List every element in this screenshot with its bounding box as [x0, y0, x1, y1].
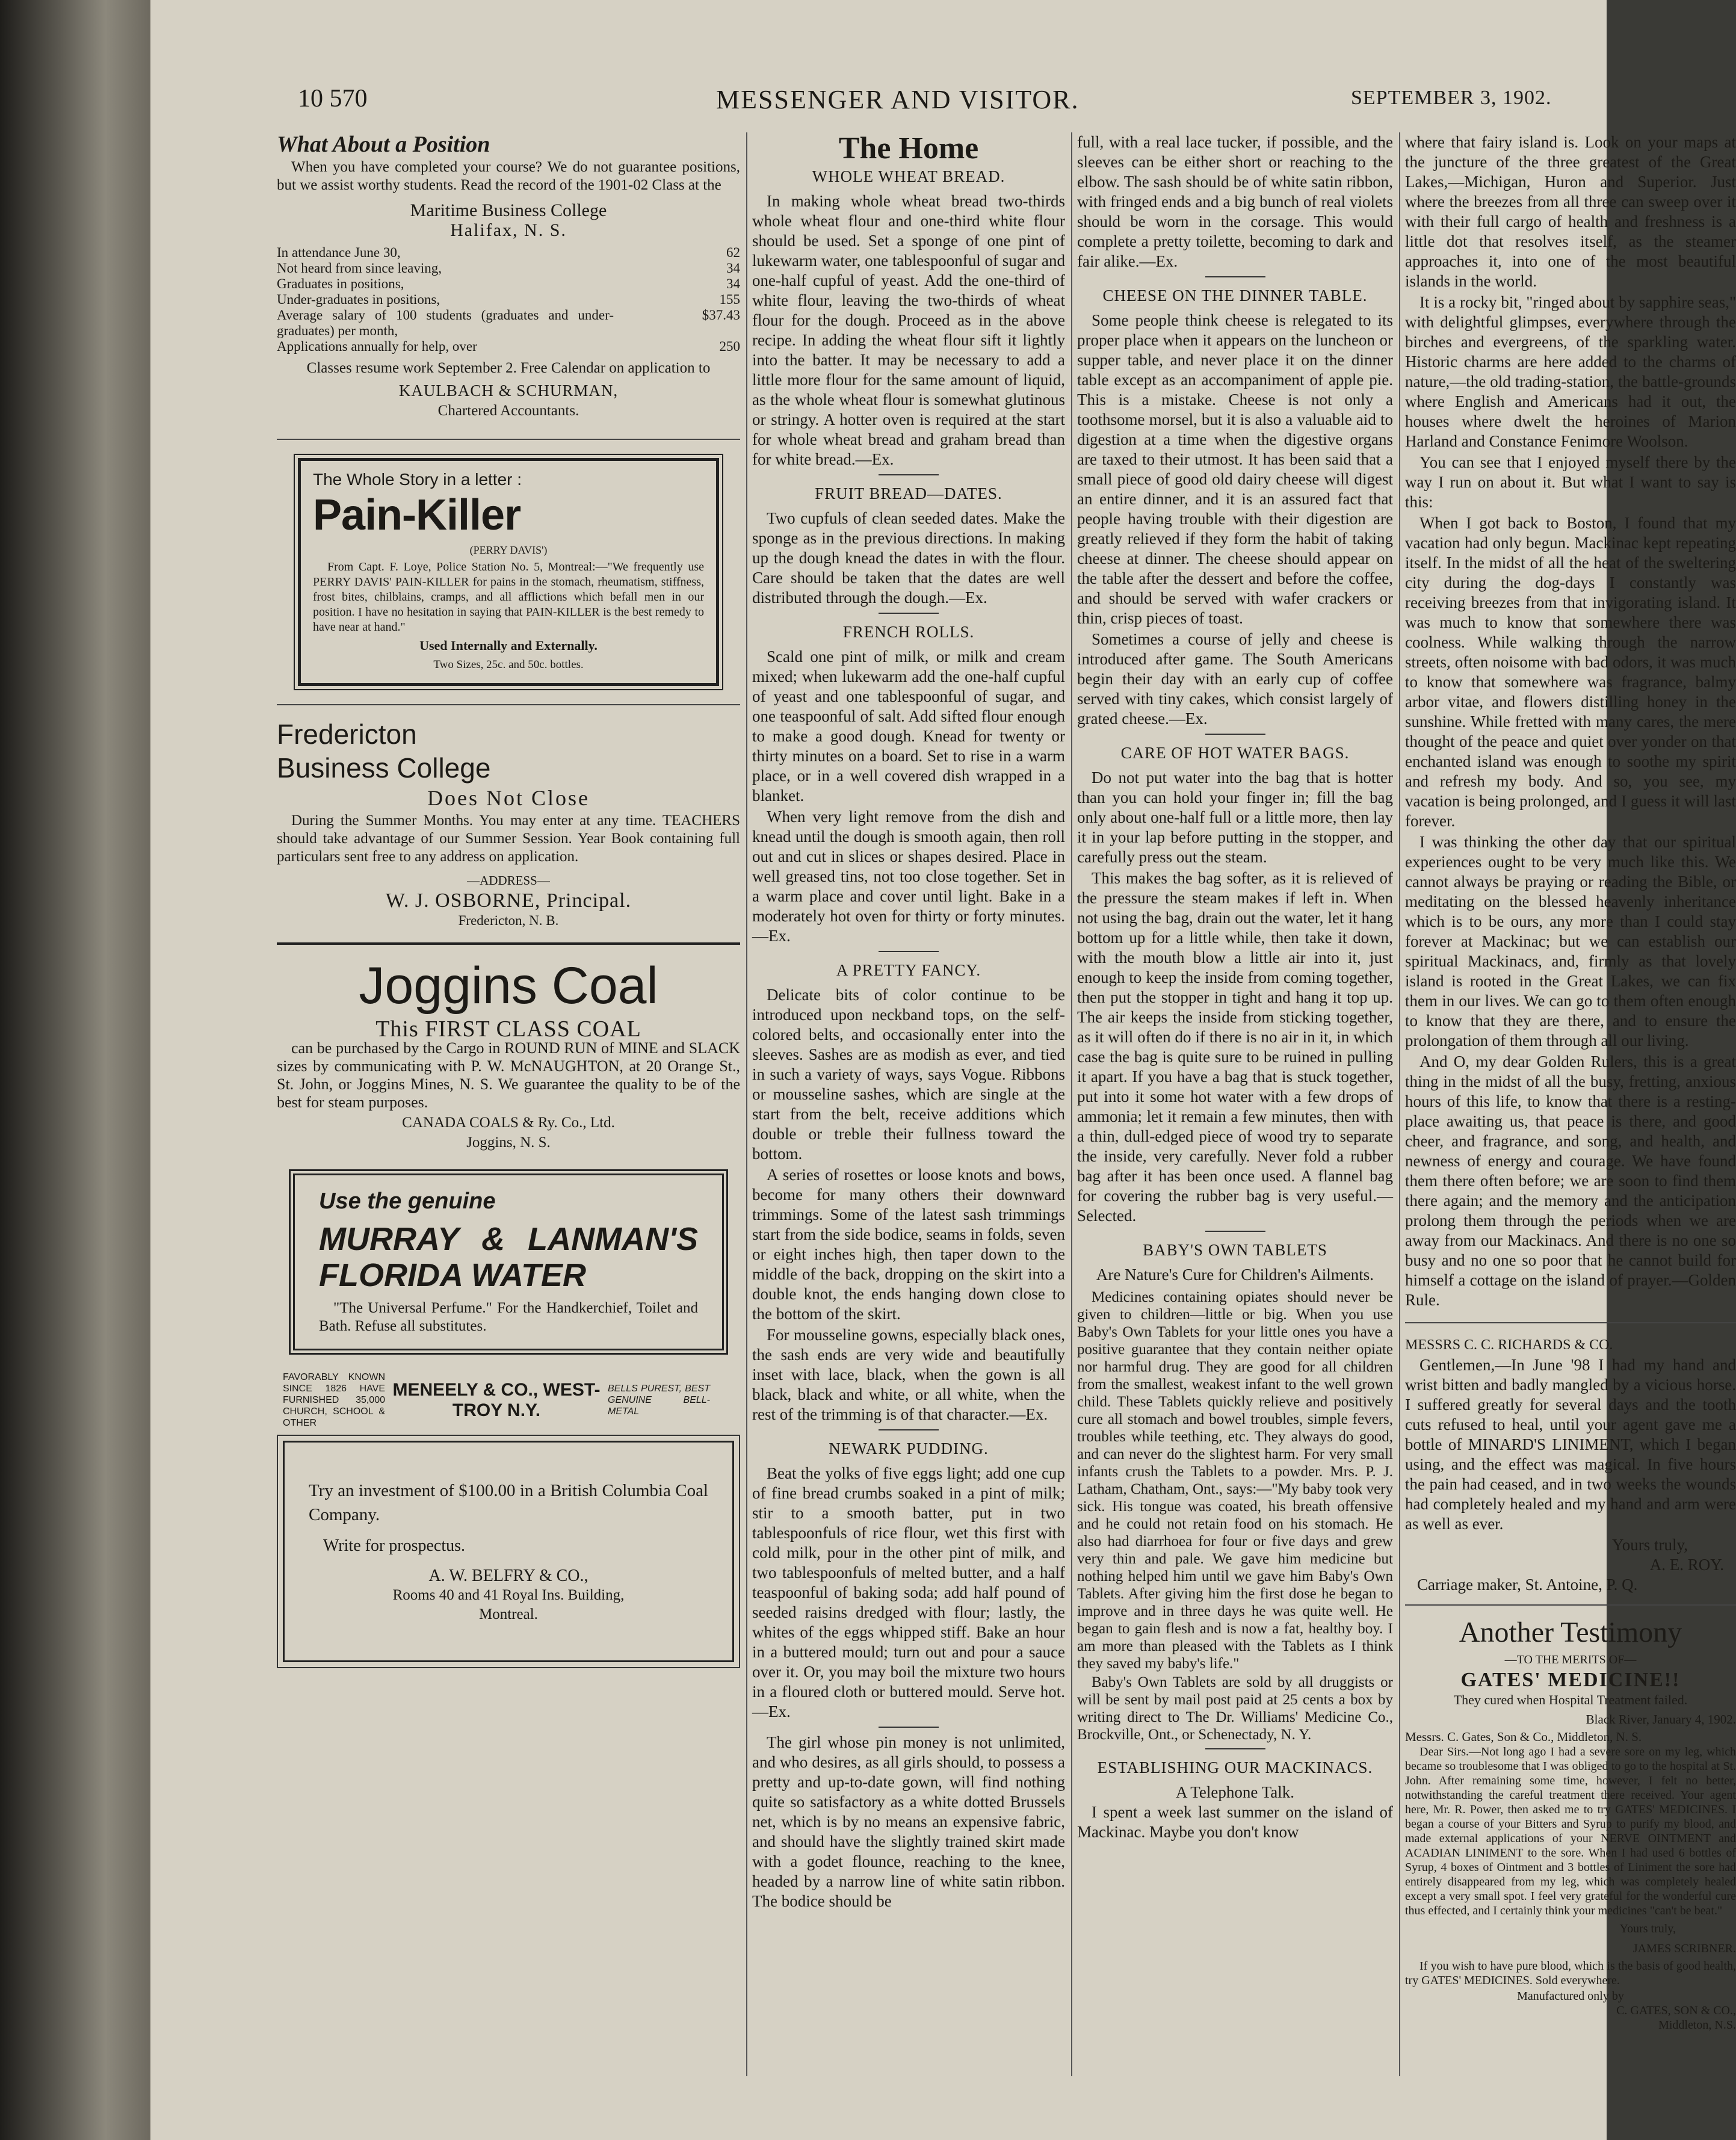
divider: [1405, 1322, 1736, 1323]
gates-pitch: If you wish to have pure blood, which is the basis of good health, try GATES' MEDICINES. Sold everywhere.: [1405, 1959, 1736, 1987]
murray-name: MURRAY & LANMAN'S FLORIDA WATER: [319, 1221, 698, 1293]
fred-title-line2: Business College: [277, 752, 491, 784]
article-heading: NEWARK PUDDING.: [829, 1440, 989, 1458]
article-heading: FRUIT BREAD—DATES.: [815, 484, 1002, 503]
ad-body: Medicines containing opiates should never be given to children—little or big. When you use Baby's Own Tablets for your little ones you have a positive guarantee that they contain neither opiate nor harmful drug. They are good for all children from the smallest, weakest infant to the well grown child. These Tablets quickly relieve and positively cure all stomach and bowel troubles, simple fevers, troubles while teething, etc. They always do good, and can never do the slightest harm. For very small infants crush the Tablets to a powder. Mrs. P. J. Latham, Chatham, Ont., says:—"My baby took very sick. His tongue was coated, his breath offensive and he could not retain food on his stomach. He also had diarrhoea for four or five days and grew very thin and pale. We gave him medicine but nothing helped him until we gave him Baby's Own Tablets. After giving him the first dose he began to improve and in three days he was quite well. He began to gain flesh and is now a fat, healthy boy. I am more than pleased with the Tablets as I think they saved my baby's life.": [1077, 1289, 1393, 1672]
stat-row: Average salary of 100 students (graduates and under-graduates) per month, $37.43: [277, 308, 740, 338]
gates-to-merits: —TO THE MERITS OF—: [1504, 1653, 1637, 1666]
separator: [879, 1727, 939, 1728]
article-body: I was thinking the other day that our spiritual experiences ought to be very much like this. We cannot always be praying or reading the Bible, or meditating on the blessed heavenly inheritance which is to be ours, any more than I could stay forever at Mackinac; but we can establish our spiritual Mackinacs, and, firmly as that lovely island is rooted in the Great Lakes, we can fix them in our lives. We can go to them often enough to know that they are there, and to ensure the prolongation of them through all our living.: [1405, 833, 1736, 1050]
column-rule: [746, 132, 747, 2076]
article-body: Some people think cheese is relegated to its proper place when it appears on the luncheon or supper table, and never place it on the dinner table except as an accompaniment of apple pie. This is a mistake. Cheese is not only a toothsome morsel, but it is also a valuable aid to digestion at a time when the digestive organs are taxed to their utmost. It has been said that a small piece of good old dairy cheese will digest an entire dinner, and it is an assured fact that people having trouble with their digestion are greatly relieved if they form the habit of taking cheese at dinner. The cheese should appear on the table after the dessert and before the coffee, and should be served with wafer crackers or thin, crisp pieces of toast.: [1077, 311, 1393, 627]
article-body: Do not put water into the bag that is hotter than you can hold your finger in; fill the bag only about one-half full or a little more, then lay it in your lap before putting in the stopper, and carefully press out the steam.: [1077, 768, 1393, 866]
minards-body: Gentlemen,—In June '98 I had my hand and wrist bitten and badly mangled by a vicious horse. I suffered greatly for several days and the tooth cuts refused to heal, until your agent gave me a bottle of MINARD'S LINIMENT, which I began using, and the effect was magical. In five hours the pain had ceased, and in two weeks the wounds had completely healed and my hand and arm were as well as ever.: [1405, 1356, 1736, 1533]
fred-title-line1: Fredericton: [277, 719, 417, 750]
resume-text: Classes resume work September 2. Free Calendar on application to: [306, 360, 711, 376]
stat-row: Applications annually for help, over 250: [277, 339, 740, 354]
divider: [277, 704, 740, 705]
gates-manufactured: Manufactured only by: [1517, 1990, 1624, 2003]
article-body: When I got back to Boston, I found that my vacation had only begun. Mackinac kept repeating itself. In the midst of all the heat of the sweltering city during the dog-days I constantly was receiving breezes from that invigorating island. It was much to know that somewhere there was coolness. While walking through the narrow streets, often noisome with bad odors, it was much to know that somewhere was fragrance, balmy arbor vitae, and flowers distilling honey in the sunshine. While fretted with many cares, the mere thought of the peace and quiet over yonder on that enchanted island was enough to soothe my spirit and refresh my body. And so, you see, my vacation is being prolonged, and I guess it will last forever.: [1405, 514, 1736, 830]
murray-lanman-ad: [289, 1169, 728, 1355]
bells-maker: MENEELY & CO., WEST-TROY N.Y.: [392, 1379, 601, 1420]
joggins-coal-ad: [277, 957, 740, 1152]
gates-medicine-ad: [1405, 1615, 1736, 2032]
article-heading: ESTABLISHING OUR MACKINACS.: [1097, 1758, 1373, 1777]
firm-name: KAULBACH & SCHURMAN,: [398, 382, 619, 400]
joggins-city: Joggins, N. S.: [466, 1134, 551, 1151]
invest-body: Try an investment of $100.00 in a British Columbia Coal Company.: [309, 1481, 708, 1524]
ad-column: [277, 132, 740, 1674]
article-body: You can see that I enjoyed myself there by the way I run on about it. But what I want to say is this:: [1405, 453, 1736, 511]
book-binding: [0, 0, 150, 2140]
stats-list: [277, 245, 740, 354]
meneely-bells-ad: [283, 1372, 734, 1429]
college-city: Halifax, N. S.: [450, 220, 567, 240]
separator: [1205, 1231, 1265, 1232]
article-body: Scald one pint of milk, or milk and cream mixed; when lukewarm add the one-half cupful of yeast and one tablespoonful of sugar, and one teaspoonful of salt. Add sifted flour enough to make a good dough. Knead for twenty or thirty minutes on a board. Set to rise in a warm place, or in a well covered dish wrapped in a blanket.: [752, 648, 1065, 805]
home-column-1: [752, 132, 1065, 1913]
home-column-3: [1405, 132, 1736, 2032]
article-body: This makes the bag softer, as it is relieved of the pressure the steam makes if left in. When not using the bag, drain out the water, let it hang bottom up for a little while, then take it down, with the mouth blow a little air into it, just enough to keep the inside from coming together, then put the stopper in tight and hang it top up. The air keeps the inside from sticking together, as it will often do if there is no air in it, in which case the bag is quite sure to be ruined in pulling it apart. If you have a bag that is stuck together, put into it some hot water with a few drops of ammonia; let it remain a few minutes, then with a thin, dull-edged piece of wood try to separate the inside, very carefully. Never fold a rubber bag after it has been once used. A flannel bag for covering the rubber bag is very useful.—Selected.: [1077, 869, 1393, 1225]
article-body: It is a rocky bit, "ringed about by sapphire seas," with delightful glimpses, everywhere through the birches and evergreens, of the sparkling water. Historic charms are here added to the charms of nature,—the old trading-station, the battle-grounds where English and Americans had it out, the houses where dwelt the heroines of Marion Harland and Constance Fenimore Woolson.: [1405, 293, 1736, 450]
fred-address-label: —ADDRESS—: [467, 873, 550, 888]
article-body: I spent a week last summer on the island of Mackinac. Maybe you don't know: [1077, 1803, 1393, 1841]
article-body: Beat the yolks of five eggs light; add one cup of fine bread crumbs soaked in a pint of milk; stir to a smooth batter, put in two tablespoonfuls of rice flour, wet this first with cold milk, pour in the other pint of milk, and two tablespoonfuls of melted butter, and a half teaspoonful of baking soda; add half pound of seeded raisins dredged with flour; lastly, the whites of the eggs whipped stiff. Bake an hour in a buttered mould; turn out and pour a sauce over it. Or, you may boil the mixture two hours in a floured cloth or buttered mould. Serve hot.—Ex.: [752, 1464, 1065, 1721]
divider: [277, 942, 740, 945]
separator: [1205, 276, 1265, 277]
gates-testimonial: Dear Sirs.—Not long ago I had a severe sore on my leg, which became so troublesome that I was obliged to go to the hospital at St. John. After remaining some time, however, I felt no better, notwithstanding the careful treatment there received. Your agent here, Mr. R. Power, then asked me to try GATES' MEDICINES. I began a course of your Bitters and Syrup to purify my blood, and made external applications of your NERVE OINTMENT and ACADIAN LINIMENT to the sore. When I had used 6 bottles of Syrup, 4 boxes of Ointment and 3 bottles of Liniment the sore had entirely disappeared from my leg, which was completely healed except a very small spot. I feel very grateful for the wonderful cure thus effected, and I certainly think your medicines "can't be beat.": [1405, 1745, 1736, 1917]
stat-row: Graduates in positions, 34: [277, 276, 740, 291]
divider: [1405, 1604, 1736, 1606]
fred-city: Fredericton, N. B.: [458, 913, 559, 928]
article-subheading: A Telephone Talk.: [1176, 1783, 1294, 1801]
position-title: What About a Position: [277, 132, 490, 157]
gates-city: Middleton, N.S.: [1658, 2018, 1736, 2032]
separator: [1205, 734, 1265, 735]
gates-signer: JAMES SCRIBNER.: [1633, 1942, 1736, 1955]
article-heading: CHEESE ON THE DINNER TABLE.: [1102, 286, 1368, 305]
joggins-body: can be purchased by the Cargo in ROUND RUN of MINE and SLACK sizes by communicating with P. W. McNAUGHTON, at 20 Orange St., St. John, or Joggins Mines, N. S. We guarantee the quality to be of the best for steam purposes.: [277, 1039, 740, 1111]
article-body: For mousseline gowns, especially black ones, the sash ends are very wide and beautifully inset with lace, black, when the gown is all black, black and white, or all white, when the rest of the trimming is of that character.—Ex.: [752, 1326, 1065, 1423]
invest-address: Rooms 40 and 41 Royal Ins. Building,: [392, 1587, 625, 1603]
issue-date: SEPTEMBER 3, 1902.: [1351, 87, 1552, 109]
separator: [1205, 1748, 1265, 1749]
article-heading: A PRETTY FANCY.: [836, 961, 981, 979]
article-heading: FRENCH ROLLS.: [842, 623, 975, 641]
article-body: When very light remove from the dish and knead until the dough is smooth again, then roll out and cut in slices or shapes desired. Place in well greased tins, not too close together. Set in a warm place and cover until light. Bake in a moderately hot oven for thirty or forty minutes.—Ex.: [752, 808, 1065, 945]
gates-close: Yours truly,: [1619, 1922, 1676, 1935]
article-body: The girl whose pin money is not unlimited, and who desires, as all girls should, to possess a pretty and up-to-date gown, will find nothing quite so satisfactory as a white dotted Brussels net, which is by no means an expensive fabric, and should have the slightly trained skirt made with a godet flounce, reaching to the knee, headed by a narrow line of white satin ribbon. The bodice should be: [752, 1733, 1065, 1910]
page-header: [150, 84, 1607, 120]
minards-place: Carriage maker, St. Antoine, P. Q.: [1417, 1576, 1638, 1594]
joggins-firm: CANADA COALS & Ry. Co., Ltd.: [402, 1115, 615, 1131]
separator: [879, 474, 939, 475]
invest-firm: A. W. BELFRY & CO.,: [428, 1566, 588, 1585]
firm-subtitle: Chartered Accountants.: [437, 403, 579, 419]
stat-row: In attendance June 30, 62: [277, 245, 740, 260]
bells-left-text: FAVORABLY KNOWN SINCE 1826 HAVE FURNISHED 35,000 CHURCH, SCHOOL & OTHER: [283, 1372, 385, 1428]
invest-city: Montreal.: [479, 1606, 538, 1622]
article-body: And O, my dear Golden Rulers, this is a great thing in the midst of all the busy, fretting, anxious hours of this life, to know that there is a resting-place awaiting us, that peace is there, and good cheer, and fragrance, and song, and health, and newness of energy and courage. We have found them there often before; we are soon to find them there again; and the memory and the anticipation prolong them through the periods when we are away from our Mackinacs. And there is no one so busy and no one so poor that he cannot build for himself a cottage on the island of prayer.—Golden Rule.: [1405, 1053, 1736, 1309]
ad-body: Baby's Own Tablets are sold by all druggists or will be sent by mail post paid at 25 cents a box by writing direct to The Dr. Williams' Medicine Co., Brockville, Ont., or Schenectady, N. Y.: [1077, 1674, 1393, 1743]
joggins-title: Joggins Coal: [359, 957, 658, 1015]
separator: [879, 1429, 939, 1430]
painkiller-intro: The Whole Story in a letter :: [313, 470, 522, 489]
gates-firm: C. GATES, SON & CO.,: [1616, 2004, 1736, 2017]
article-body: A series of rosettes or loose knots and bows, become for many others their downward trimmings. Some of the latest sash trimmings start from the side bodice, seams in folds, seven or eight inches high, then taper down to the middle of the back, dropping on the skirt into a double knot, the ends hanging down close to the bottom of the skirt.: [752, 1166, 1065, 1323]
article-heading: CARE OF HOT WATER BAGS.: [1120, 744, 1350, 762]
article-body: Sometimes a course of jelly and cheese is introduced after game. The South Americans begin their day with an early cup of coffee served with tiny cakes, which consist largely of grated cheese.—Ex.: [1077, 630, 1393, 728]
fred-body: During the Summer Months. You may enter at any time. TEACHERS should take advantage of our Summer Session. Year Book containing full particulars sent free to any address on application.: [277, 812, 740, 865]
ad-subheading: Are Nature's Cure for Children's Ailments.: [1096, 1266, 1374, 1284]
gates-name: GATES' MEDICINE!!: [1460, 1669, 1681, 1691]
bells-right-text: BELLS PUREST, BEST GENUINE BELL-METAL: [608, 1384, 710, 1417]
home-column-2: [1077, 132, 1393, 1843]
gates-title: Another Testimony: [1459, 1616, 1682, 1648]
article-body: Delicate bits of color continue to be introduced upon neckband tops, on the self-colored belts, and occasionally enter into the sleeves. Sashes are as modish as ever, and tied in such a variety of ways, says Vogue. Ribbons or mousseline sashes, which are single at the start from the belt, receive additions which double or treble their fullness toward the bottom.: [752, 986, 1065, 1163]
painkiller-subtitle: (PERRY DAVIS'): [469, 544, 548, 556]
section-title: The Home: [838, 131, 979, 165]
painkiller-testimonial: From Capt. F. Loye, Police Station No. 5, Montreal:—"We frequently use PERRY DAVIS' PAIN-KILLER for pains in the stomach, rheumatism, stiffness, frost bites, chilblains, cramps, and all afflictions which befall men in our position. I have no hesitation in saying that PAIN-KILLER is the best remedy to have near at hand.": [313, 560, 704, 634]
position-body: When you have completed your course? We do not guarantee positions, but we assist worthy students. Read the record of the 1901-02 Class at the: [277, 159, 740, 193]
minards-close: Yours truly,: [1611, 1536, 1688, 1554]
stat-row: Not heard from since leaving, 34: [277, 261, 740, 276]
gates-subtitle: They cured when Hospital Treatment failed.: [1453, 1692, 1688, 1707]
fred-principal: W. J. OSBORNE, Principal.: [385, 889, 632, 912]
article-body: Two cupfuls of clean seeded dates. Make the sponge as in the previous directions. In making up the dough knead the dates in with the flour. Care should be taken that the dates are well distributed through the dough.—Ex.: [752, 509, 1065, 607]
article-body: In making whole wheat bread two-thirds whole wheat flour and one-third white flour should be used. Set a sponge of one pint of lukewarm water, one tablespoonful of sugar and one-half cupful of yeast. Add the one-third of white flour, leaving the two-thirds of wheat flour for the dough. Proceed as in the above recipe. In adding the wheat flour sift it lightly into the batter. It may be necessary to add a little more flour for the same amount of liquid, as the whole wheat flour is somewhat glutinous or stringy. A hotter oven is required at the start for whole wheat bread and graham bread than for white bread.—Ex.: [752, 192, 1066, 468]
article-heading: WHOLE WHEAT BREAD.: [812, 167, 1005, 185]
ad-heading: BABY'S OWN TABLETS: [1143, 1241, 1327, 1259]
murray-use-genuine: Use the genuine: [319, 1189, 496, 1214]
minards-salutation: MESSRS C. C. RICHARDS & CO.: [1405, 1337, 1613, 1353]
gates-address: Messrs. C. Gates, Son & Co., Middleton, N. S.: [1405, 1730, 1642, 1744]
painkiller-logo: Pain-Killer: [313, 491, 521, 539]
minards-liniment-ad: [1405, 1335, 1736, 1595]
gates-date: Black River, January 4, 1902.: [1586, 1712, 1736, 1727]
newspaper-page: [150, 0, 1736, 2140]
college-name: Maritime Business College: [410, 200, 607, 220]
separator: [879, 613, 939, 614]
joggins-subtitle: This FIRST CLASS COAL: [375, 1016, 641, 1042]
minards-name: A. E. ROY.: [1649, 1556, 1724, 1574]
column-rule: [1071, 132, 1072, 2076]
fredericton-college-ad: [277, 717, 740, 930]
painkiller-ad: [298, 458, 719, 686]
murray-body: "The Universal Perfume." For the Handkerchief, Toilet and Bath. Refuse all substitutes.: [319, 1300, 698, 1334]
page-number: 10 570: [298, 85, 368, 113]
divider: [277, 439, 740, 440]
column-rule: [1399, 132, 1400, 2076]
invest-write: Write for prospectus.: [323, 1536, 466, 1555]
stat-row: Under-graduates in positions, 155: [277, 292, 740, 307]
belfry-investment-ad: [283, 1441, 734, 1662]
separator: [879, 951, 939, 952]
article-body: full, with a real lace tucker, if possible, and the sleeves can be either short or reaching to the elbow. The sash should be of white satin ribbon, with fringed ends and a big bunch of real violets should be worn in the corsage. This would complete a pretty toilette, becoming to dark and fair alike.—Ex.: [1077, 133, 1393, 270]
painkiller-sizes: Two Sizes, 25c. and 50c. bottles.: [433, 658, 584, 671]
painkiller-usage: Used Internally and Externally.: [419, 638, 598, 653]
article-body: where that fairy island is. Look on your maps at the juncture of the three greatest of the Great Lakes,—Michigan, Huron and Superior. Just where the breezes from all three can sweep over it with their full cargo of health and freshness is a little dot that resolves itself, as the steamer approaches it, into one of the most beautiful islands in the world.: [1405, 133, 1736, 290]
masthead: MESSENGER AND VISITOR.: [716, 85, 1080, 114]
business-college-ad: [277, 132, 740, 421]
fred-does-not-close: Does Not Close: [427, 786, 590, 810]
